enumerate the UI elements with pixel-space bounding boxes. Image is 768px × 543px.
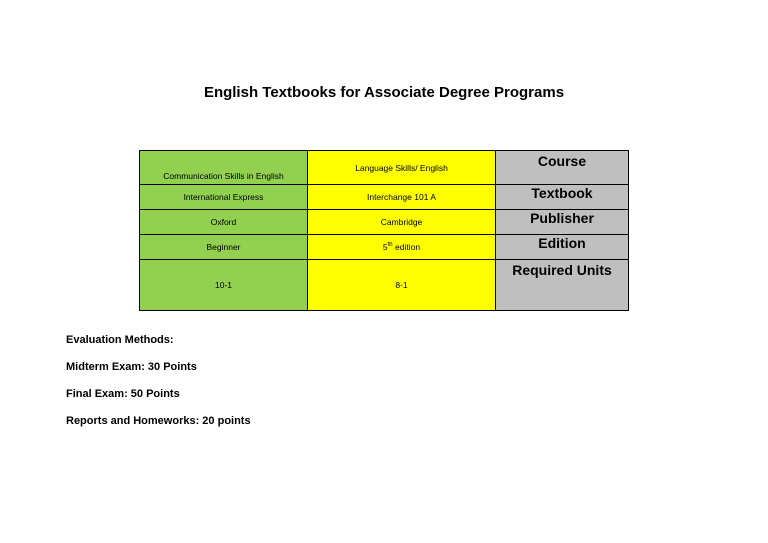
edition-number: 5 [382,242,388,252]
table-cell: International Express [140,185,308,210]
row-label-publisher: Publisher [496,210,629,235]
evaluation-heading: Evaluation Methods: [66,334,174,346]
evaluation-midterm: Midterm Exam: 30 Points [66,361,197,373]
row-label-required-units: Required Units [496,260,629,311]
table-cell [308,235,496,260]
row-label-edition: Edition [496,235,629,260]
table-cell: Communication Skills in English [140,151,308,185]
edition-superscript: th [387,242,393,249]
table-cell: 8-1 [308,260,496,311]
table-cell: Cambridge [308,210,496,235]
table-cell: Beginner [140,235,308,260]
table-row-edition [140,235,629,260]
table-cell: 10-1 [140,260,308,311]
table-row-course [140,151,629,185]
table-cell: Oxford [140,210,308,235]
evaluation-final: Final Exam: 50 Points [66,388,180,400]
table-row-textbook [140,185,629,210]
edition-word: edition [392,242,421,252]
row-label-textbook: Textbook [496,185,629,210]
table-row-units [140,260,629,311]
page-title: English Textbooks for Associate Degree Programs [203,84,565,101]
evaluation-reports: Reports and Homeworks: 20 points [66,415,251,427]
textbook-table [139,150,629,311]
table-cell: Language Skills/ English [308,151,496,185]
row-label-course: Course [496,151,629,185]
table-cell: Interchange 101 A [308,185,496,210]
table-row-publisher [140,210,629,235]
